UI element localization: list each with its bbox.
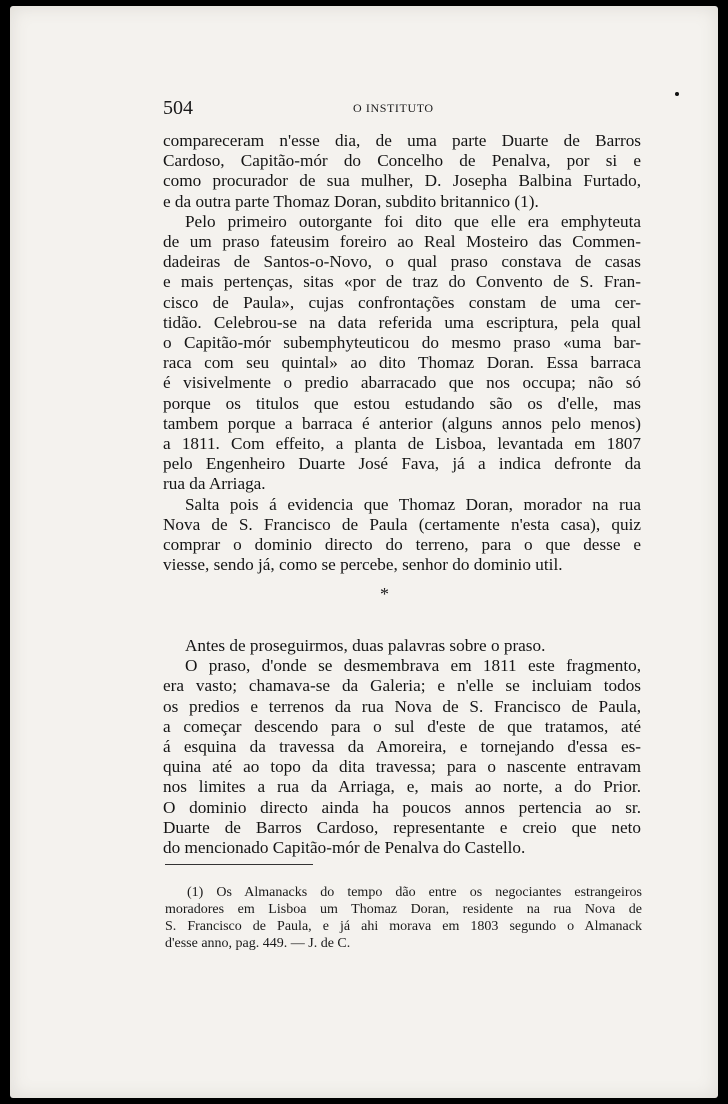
text-line: Salta pois á evidencia que Thomaz Doran, morador na rua bbox=[185, 494, 641, 514]
text-line: Nova de S. Francisco de Paula (certamente n'esta casa), quiz bbox=[163, 514, 641, 534]
text-line: raca com seu quintal» ao dito Thomaz Doran. Essa barraca bbox=[163, 353, 641, 373]
text-line: rua da Arriaga. bbox=[163, 474, 266, 494]
text-line: como procurador de sua mulher, D. Josepha Balbina Furtado, bbox=[163, 171, 641, 191]
text-line: e da outra parte Thomaz Doran, subdito britannico (1). bbox=[163, 191, 539, 211]
footnote-line: d'esse anno, pag. 449. — J. de C. bbox=[165, 936, 351, 951]
text-line: e mais pertenças, sitas «por de traz do Convento de S. Fran- bbox=[163, 272, 641, 292]
text-line: nos limites a rua da Arriaga, e, mais ao norte, a do Prior. bbox=[163, 777, 641, 797]
footnote-divider bbox=[165, 864, 313, 865]
text-line: tidão. Celebrou-se na data referida uma escriptura, pela qual bbox=[163, 312, 641, 332]
text-line: do mencionado Capitão-mór de Penalva do Castello. bbox=[163, 838, 526, 858]
text-line: Pelo primeiro outorgante foi dito que elle era emphyteuta bbox=[185, 211, 641, 231]
text-line: dadeiras de Santos-o-Novo, o qual praso constava de casas bbox=[163, 252, 641, 272]
text-line: a 1811. Com effeito, a planta de Lisboa, levantada em 1807 bbox=[163, 434, 641, 454]
text-line: tambem porque a barraca é anterior (alguns annos pelo menos) bbox=[163, 413, 641, 433]
text-line: O praso, d'onde se desmembrava em 1811 este fragmento, bbox=[185, 656, 641, 676]
text-line: é visivelmente o predio abarracado que nos occupa; não só bbox=[163, 373, 641, 393]
text-line: Cardoso, Capitão-mór do Concelho de Penalva, por si e bbox=[163, 151, 641, 171]
text-line: Duarte de Barros Cardoso, representante e creio que neto bbox=[163, 817, 641, 837]
running-title: O INSTITUTO bbox=[353, 101, 434, 115]
body-text-bottom bbox=[163, 636, 641, 858]
text-line: O dominio directo ainda ha poucos annos pertencia ao sr. bbox=[163, 797, 641, 817]
text-line: cisco de Paula», cujas confrontações constam de uma cer- bbox=[163, 292, 641, 312]
page-number: 504 bbox=[163, 97, 193, 119]
text-line: era vasto; chamava-se da Galeria; e n'elle se incluiam todos bbox=[163, 676, 641, 696]
paragraph bbox=[163, 131, 641, 212]
paragraph bbox=[163, 636, 641, 656]
paragraph bbox=[163, 212, 641, 495]
text-line: á esquina da travessa da Amoreira, e tornejando d'essa es- bbox=[163, 737, 641, 757]
footnote-line: moradores em Lisboa um Thomaz Doran, residente na rua Nova de bbox=[165, 902, 642, 917]
text-line: Antes de proseguirmos, duas palavras sobre o praso. bbox=[185, 636, 546, 655]
page-header bbox=[163, 97, 642, 119]
text-line: compareceram n'esse dia, de uma parte Duarte de Barros bbox=[163, 131, 641, 150]
section-separator: * bbox=[380, 584, 389, 604]
text-line: porque os titulos que estou estudando são os d'elle, mas bbox=[163, 393, 641, 413]
body-text-top bbox=[163, 131, 641, 575]
paragraph bbox=[163, 656, 641, 858]
text-line: de um praso fateusim foreiro ao Real Mosteiro das Commen- bbox=[163, 232, 641, 252]
text-line: comprar o dominio directo do terreno, para o que desse e bbox=[163, 535, 641, 555]
footnote bbox=[165, 884, 642, 952]
text-line: a começar descendo para o sul d'este de que tratamos, até bbox=[163, 716, 641, 736]
text-line: o Capitão-mór subemphyteuticou do mesmo praso «uma bar- bbox=[163, 333, 641, 353]
scan-speck bbox=[675, 92, 679, 96]
text-line: viesse, sendo já, como se percebe, senhor do dominio util. bbox=[163, 555, 563, 575]
text-line: pelo Engenheiro Duarte José Fava, já a indica defronte da bbox=[163, 454, 641, 474]
text-line: quina até ao topo da dita travessa; para o nascente entravam bbox=[163, 757, 641, 777]
text-line: os predios e terrenos da rua Nova de S. Francisco de Paula, bbox=[163, 696, 641, 716]
footnote-line: (1) Os Almanacks do tempo dão entre os negociantes estrangeiros bbox=[187, 885, 642, 900]
footnote-line: S. Francisco de Paula, e já ahi morava em 1803 segundo o Almanack bbox=[165, 919, 642, 934]
paragraph bbox=[163, 495, 641, 576]
